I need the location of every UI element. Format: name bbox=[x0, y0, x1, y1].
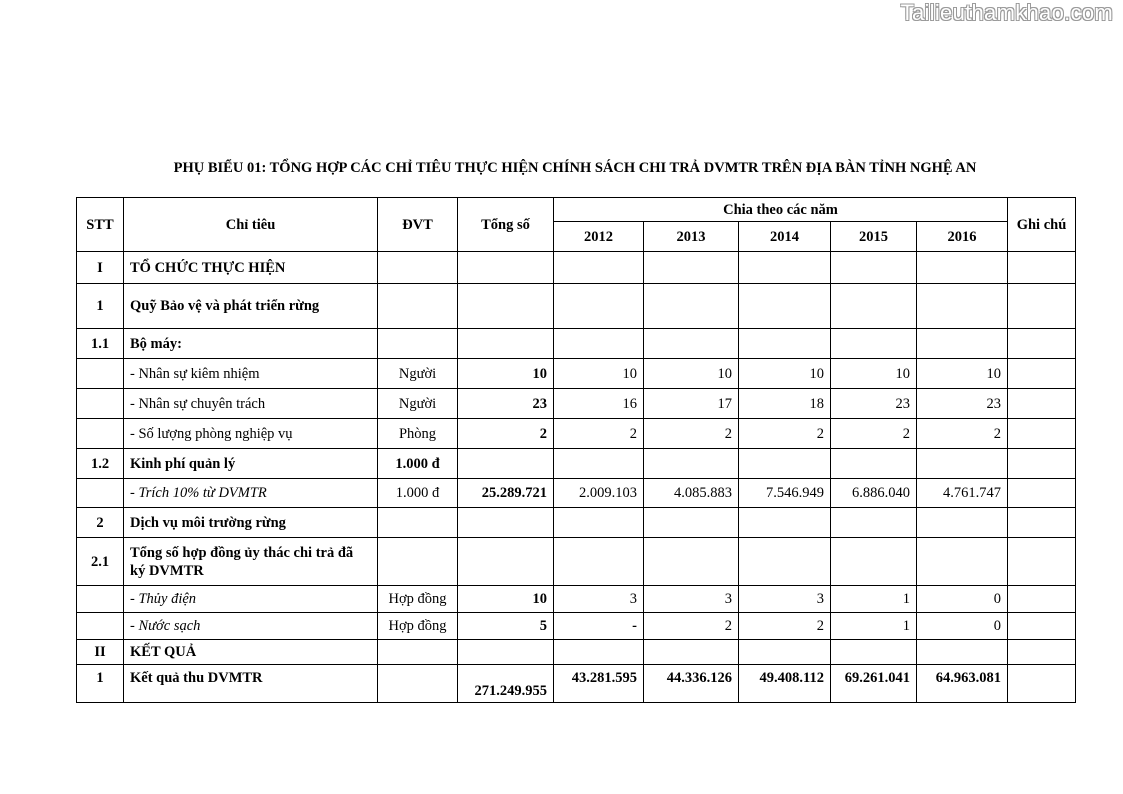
cell-year bbox=[917, 449, 1008, 479]
cell-year: 10 bbox=[739, 359, 831, 389]
cell-year bbox=[831, 329, 917, 359]
cell-note bbox=[1008, 613, 1076, 640]
cell-year: 4.085.883 bbox=[644, 479, 739, 508]
cell-year bbox=[917, 538, 1008, 586]
cell-total: 10 bbox=[458, 359, 554, 389]
data-table bbox=[76, 197, 1076, 703]
cell-year bbox=[917, 640, 1008, 665]
cell-label: Quỹ Bảo vệ và phát triển rừng bbox=[124, 284, 378, 329]
cell-stt bbox=[77, 359, 124, 389]
cell-dvt bbox=[378, 284, 458, 329]
cell-stt bbox=[77, 586, 124, 613]
cell-stt: II bbox=[77, 640, 124, 665]
table-row bbox=[77, 665, 1076, 703]
cell-year: 3 bbox=[644, 586, 739, 613]
table-row bbox=[77, 586, 1076, 613]
cell-dvt: 1.000 đ bbox=[378, 449, 458, 479]
table-row bbox=[77, 329, 1076, 359]
cell-year bbox=[644, 252, 739, 284]
cell-total bbox=[458, 640, 554, 665]
cell-year: 2 bbox=[739, 613, 831, 640]
table-row bbox=[77, 479, 1076, 508]
cell-label: - Nước sạch bbox=[124, 613, 378, 640]
cell-note bbox=[1008, 538, 1076, 586]
cell-label: - Nhân sự kiêm nhiệm bbox=[124, 359, 378, 389]
cell-note bbox=[1008, 479, 1076, 508]
cell-total bbox=[458, 252, 554, 284]
cell-year bbox=[917, 329, 1008, 359]
cell-total bbox=[458, 284, 554, 329]
cell-dvt: Phòng bbox=[378, 419, 458, 449]
header-year: 2012 bbox=[554, 222, 644, 252]
cell-dvt bbox=[378, 665, 458, 703]
cell-dvt: Người bbox=[378, 359, 458, 389]
cell-total: 23 bbox=[458, 389, 554, 419]
header-year: 2016 bbox=[917, 222, 1008, 252]
table-row bbox=[77, 640, 1076, 665]
cell-note bbox=[1008, 640, 1076, 665]
cell-label: Tổng số hợp đồng ủy thác chi trả đã ký DVMTR bbox=[124, 538, 378, 586]
cell-label: - Nhân sự chuyên trách bbox=[124, 389, 378, 419]
cell-stt: 2.1 bbox=[77, 538, 124, 586]
cell-stt bbox=[77, 613, 124, 640]
cell-note bbox=[1008, 359, 1076, 389]
cell-stt bbox=[77, 389, 124, 419]
cell-year bbox=[554, 508, 644, 538]
cell-year: 2 bbox=[831, 419, 917, 449]
cell-year: 49.408.112 bbox=[739, 665, 831, 703]
cell-stt: 1 bbox=[77, 665, 124, 703]
cell-year bbox=[917, 252, 1008, 284]
cell-year: 10 bbox=[917, 359, 1008, 389]
cell-year: 2 bbox=[739, 419, 831, 449]
header-row bbox=[77, 198, 1076, 222]
cell-year bbox=[644, 449, 739, 479]
cell-label: Kinh phí quản lý bbox=[124, 449, 378, 479]
cell-label: - Thủy điện bbox=[124, 586, 378, 613]
cell-year: 43.281.595 bbox=[554, 665, 644, 703]
cell-year bbox=[739, 284, 831, 329]
cell-dvt: Hợp đồng bbox=[378, 586, 458, 613]
cell-label: Bộ máy: bbox=[124, 329, 378, 359]
cell-year: 44.336.126 bbox=[644, 665, 739, 703]
table-row bbox=[77, 419, 1076, 449]
cell-year: 1 bbox=[831, 586, 917, 613]
cell-year: 6.886.040 bbox=[831, 479, 917, 508]
table-row bbox=[77, 389, 1076, 419]
cell-label: TỔ CHỨC THỰC HIỆN bbox=[124, 252, 378, 284]
cell-year bbox=[644, 284, 739, 329]
cell-year: 23 bbox=[917, 389, 1008, 419]
header-dvt: ĐVT bbox=[378, 198, 458, 252]
cell-total: 25.289.721 bbox=[458, 479, 554, 508]
header-chia-theo: Chia theo các năm bbox=[554, 198, 1008, 222]
cell-year bbox=[554, 329, 644, 359]
header-year: 2013 bbox=[644, 222, 739, 252]
cell-year bbox=[831, 538, 917, 586]
header-year: 2015 bbox=[831, 222, 917, 252]
cell-total bbox=[458, 449, 554, 479]
cell-note bbox=[1008, 252, 1076, 284]
cell-year bbox=[831, 508, 917, 538]
cell-total: 10 bbox=[458, 586, 554, 613]
cell-year bbox=[554, 538, 644, 586]
cell-year: 10 bbox=[644, 359, 739, 389]
cell-year bbox=[554, 449, 644, 479]
cell-year bbox=[739, 329, 831, 359]
cell-year: 10 bbox=[831, 359, 917, 389]
cell-year: 1 bbox=[831, 613, 917, 640]
cell-year: 69.261.041 bbox=[831, 665, 917, 703]
table-row bbox=[77, 508, 1076, 538]
cell-total: 2 bbox=[458, 419, 554, 449]
cell-note bbox=[1008, 419, 1076, 449]
cell-year: 18 bbox=[739, 389, 831, 419]
cell-label: - Trích 10% từ DVMTR bbox=[124, 479, 378, 508]
cell-year bbox=[554, 284, 644, 329]
cell-stt: 2 bbox=[77, 508, 124, 538]
cell-total: 5 bbox=[458, 613, 554, 640]
cell-year: 2 bbox=[917, 419, 1008, 449]
cell-note bbox=[1008, 284, 1076, 329]
cell-total bbox=[458, 538, 554, 586]
cell-stt: 1.2 bbox=[77, 449, 124, 479]
table-row bbox=[77, 252, 1076, 284]
page-title: PHỤ BIỂU 01: TỔNG HỢP CÁC CHỈ TIÊU THỰC HIỆN CHÍNH SÁCH CHI TRẢ DVMTR TRÊN ĐỊA BÀN TỈNH NGHỆ AN bbox=[173, 160, 977, 176]
cell-total: 271.249.955 bbox=[458, 665, 554, 703]
cell-note bbox=[1008, 449, 1076, 479]
cell-year bbox=[739, 640, 831, 665]
cell-year: 3 bbox=[554, 586, 644, 613]
cell-year bbox=[831, 640, 917, 665]
cell-year bbox=[739, 538, 831, 586]
cell-year: 2 bbox=[554, 419, 644, 449]
cell-year bbox=[739, 252, 831, 284]
header-year: 2014 bbox=[739, 222, 831, 252]
header-tong-so: Tổng số bbox=[458, 198, 554, 252]
cell-year: 64.963.081 bbox=[917, 665, 1008, 703]
cell-label: KẾT QUẢ bbox=[124, 640, 378, 665]
cell-label: Dịch vụ môi trường rừng bbox=[124, 508, 378, 538]
cell-dvt bbox=[378, 329, 458, 359]
cell-year bbox=[644, 329, 739, 359]
cell-stt: 1 bbox=[77, 284, 124, 329]
cell-year: 7.546.949 bbox=[739, 479, 831, 508]
cell-dvt bbox=[378, 252, 458, 284]
cell-dvt: Hợp đồng bbox=[378, 613, 458, 640]
cell-note bbox=[1008, 389, 1076, 419]
cell-year bbox=[554, 252, 644, 284]
cell-year bbox=[644, 508, 739, 538]
table-row bbox=[77, 449, 1076, 479]
cell-dvt bbox=[378, 538, 458, 586]
cell-year bbox=[644, 538, 739, 586]
cell-year bbox=[644, 640, 739, 665]
watermark-text: Tailieuthamkhao.com bbox=[900, 0, 1113, 25]
cell-year: 2 bbox=[644, 613, 739, 640]
cell-year: 10 bbox=[554, 359, 644, 389]
cell-stt: I bbox=[77, 252, 124, 284]
cell-year bbox=[554, 640, 644, 665]
cell-year bbox=[739, 449, 831, 479]
cell-year bbox=[917, 508, 1008, 538]
table-row bbox=[77, 284, 1076, 329]
header-ghi-chu: Ghi chú bbox=[1008, 198, 1076, 252]
cell-stt bbox=[77, 419, 124, 449]
cell-year: 16 bbox=[554, 389, 644, 419]
cell-year bbox=[831, 449, 917, 479]
cell-year: 0 bbox=[917, 586, 1008, 613]
cell-label: - Số lượng phòng nghiệp vụ bbox=[124, 419, 378, 449]
cell-dvt: Người bbox=[378, 389, 458, 419]
cell-note bbox=[1008, 665, 1076, 703]
cell-year bbox=[831, 284, 917, 329]
cell-label: Kết quả thu DVMTR bbox=[124, 665, 378, 703]
cell-dvt bbox=[378, 640, 458, 665]
cell-stt bbox=[77, 479, 124, 508]
cell-year: 3 bbox=[739, 586, 831, 613]
header-chi-tieu: Chỉ tiêu bbox=[124, 198, 378, 252]
table-row bbox=[77, 538, 1076, 586]
cell-year bbox=[739, 508, 831, 538]
cell-year: 4.761.747 bbox=[917, 479, 1008, 508]
cell-year: 23 bbox=[831, 389, 917, 419]
cell-stt: 1.1 bbox=[77, 329, 124, 359]
cell-year: 0 bbox=[917, 613, 1008, 640]
cell-year bbox=[831, 252, 917, 284]
table-row bbox=[77, 613, 1076, 640]
cell-year: 2.009.103 bbox=[554, 479, 644, 508]
cell-note bbox=[1008, 586, 1076, 613]
cell-dvt bbox=[378, 508, 458, 538]
cell-year: - bbox=[554, 613, 644, 640]
cell-year: 17 bbox=[644, 389, 739, 419]
cell-dvt: 1.000 đ bbox=[378, 479, 458, 508]
cell-total bbox=[458, 329, 554, 359]
cell-note bbox=[1008, 508, 1076, 538]
cell-year bbox=[917, 284, 1008, 329]
cell-year: 2 bbox=[644, 419, 739, 449]
cell-note bbox=[1008, 329, 1076, 359]
table-row bbox=[77, 359, 1076, 389]
cell-total bbox=[458, 508, 554, 538]
header-stt: STT bbox=[77, 198, 124, 252]
